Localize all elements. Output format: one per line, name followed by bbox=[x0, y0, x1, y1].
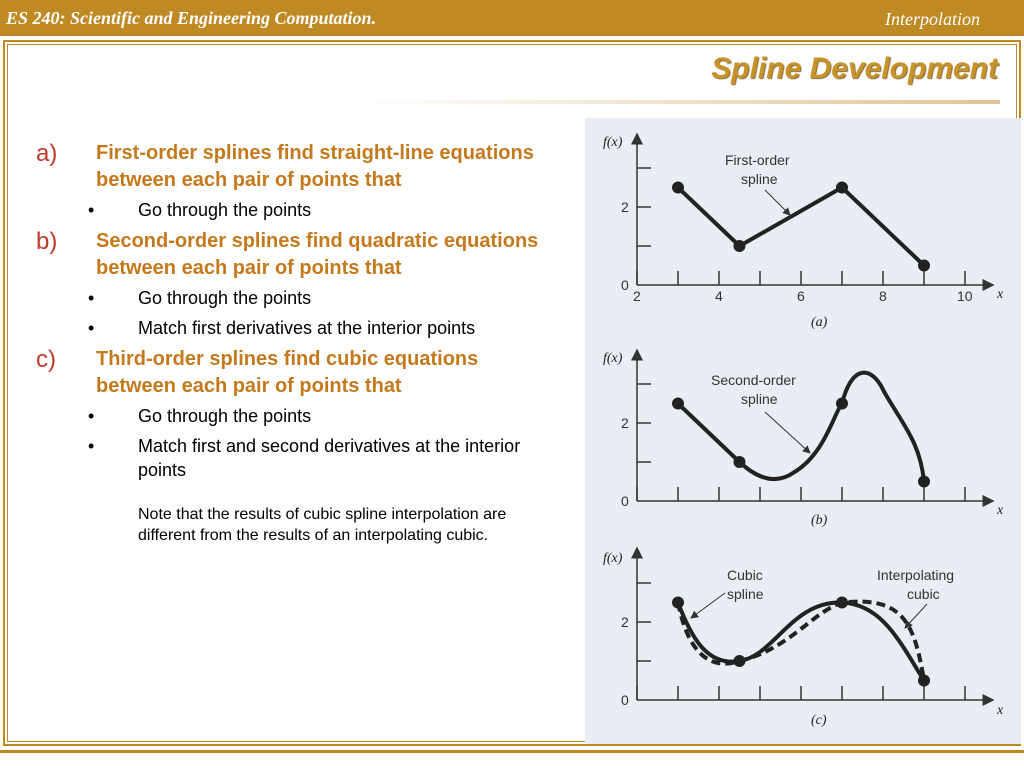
panel-a-y-tick-0: 0 bbox=[621, 277, 629, 293]
data-point-4 bbox=[918, 675, 930, 687]
panel-b-y-tick-0: 0 bbox=[621, 493, 629, 509]
x-tick-label-6: 6 bbox=[797, 288, 805, 304]
panel-c bbox=[603, 548, 1004, 728]
panel-a-y-ticks bbox=[637, 168, 651, 246]
panel-b-x-label: x bbox=[997, 503, 1004, 518]
panel-c-annotation-interp-line2: cubic bbox=[907, 586, 940, 602]
item-text: Second-order splines find quadratic equations between each pair of points that bbox=[96, 230, 539, 279]
topic-title: Interpolation bbox=[885, 9, 980, 29]
panel-b-second-order-spline bbox=[678, 373, 924, 482]
data-point-1 bbox=[672, 398, 684, 410]
data-point-3 bbox=[836, 182, 848, 194]
item-text: Third-order splines find cubic equations between each pair of points that bbox=[96, 348, 479, 397]
data-point-2 bbox=[734, 456, 746, 468]
bullet-text: Go through the points bbox=[138, 406, 312, 426]
bullet-dot: • bbox=[88, 288, 95, 308]
bottom-rule bbox=[0, 750, 1024, 753]
bullet-dot: • bbox=[88, 436, 95, 456]
panel-a-first-order-spline bbox=[678, 188, 924, 266]
panel-a-annotation-line1: First-order bbox=[725, 152, 790, 168]
data-point-1 bbox=[672, 182, 684, 194]
list-item-a bbox=[36, 140, 556, 222]
bullet-text: Go through the points bbox=[138, 288, 312, 308]
panel-c-caption: (c) bbox=[811, 713, 827, 728]
bullet-text: Go through the points bbox=[138, 200, 312, 220]
panel-b-y-tick-2: 2 bbox=[621, 415, 629, 431]
bullet-list bbox=[36, 198, 556, 222]
panel-c-y-tick-0: 0 bbox=[621, 692, 629, 708]
panel-c-y-tick-2: 2 bbox=[621, 614, 629, 630]
data-point-4 bbox=[918, 476, 930, 488]
x-tick-label-8: 8 bbox=[879, 288, 887, 304]
panel-c-x-ticks bbox=[637, 686, 965, 700]
panel-a-x-label: x bbox=[997, 287, 1004, 302]
panel-c-annotation-cubic-line2: spline bbox=[727, 586, 764, 602]
bullet-text: Match first and second derivatives at the interior points bbox=[138, 436, 521, 480]
spline-figure bbox=[585, 118, 1021, 744]
panel-b bbox=[603, 350, 1004, 528]
panel-a-x-ticks bbox=[637, 271, 965, 285]
panel-b-annotation-arrow bbox=[765, 412, 810, 453]
list-item-b bbox=[36, 228, 556, 340]
bullet-item bbox=[36, 404, 556, 428]
data-point-1 bbox=[672, 597, 684, 609]
bullet-list bbox=[36, 404, 556, 482]
item-letter: c) bbox=[36, 346, 56, 373]
data-point-3 bbox=[836, 597, 848, 609]
panel-a-y-label: f(x) bbox=[603, 135, 623, 150]
item-letter: a) bbox=[36, 140, 58, 167]
bullet-item bbox=[36, 198, 556, 222]
data-point-4 bbox=[918, 260, 930, 272]
panel-a-annotation-line2: spline bbox=[741, 171, 778, 187]
bullet-item bbox=[36, 286, 556, 310]
panel-b-x-ticks bbox=[637, 487, 965, 501]
item-letter: b) bbox=[36, 228, 58, 255]
panel-b-annotation-line1: Second-order bbox=[711, 372, 796, 388]
x-tick-label-2: 2 bbox=[633, 288, 641, 304]
item-text: First-order splines find straight-line equations between each pair of points that bbox=[96, 142, 534, 191]
panel-c-annotation-cubic-arrow bbox=[691, 593, 725, 618]
panel-a-points bbox=[672, 182, 930, 272]
header-bar bbox=[0, 0, 1024, 36]
bullet-item bbox=[36, 316, 556, 340]
data-point-2 bbox=[734, 655, 746, 667]
panel-b-points bbox=[672, 398, 930, 488]
data-point-2 bbox=[734, 240, 746, 252]
note-text: Note that the results of cubic spline interpolation are different from the results of an interpolating cubic. bbox=[138, 506, 507, 544]
panel-c-y-label: f(x) bbox=[603, 551, 623, 566]
course-title: ES 240: Scientific and Engineering Computation. bbox=[6, 8, 377, 28]
panel-c-annotation-interp-line1: Interpolating bbox=[877, 567, 955, 583]
bullet-dot: • bbox=[88, 200, 95, 220]
x-tick-label-10: 10 bbox=[957, 288, 973, 304]
panel-c-annotation-cubic-line1: Cubic bbox=[727, 567, 763, 583]
panel-a bbox=[603, 134, 1004, 330]
data-point-3 bbox=[836, 398, 848, 410]
panel-a-y-tick-2: 2 bbox=[621, 199, 629, 215]
bullet-dot: • bbox=[88, 406, 95, 426]
bullet-dot: • bbox=[88, 318, 95, 338]
title-underline bbox=[360, 100, 1000, 104]
panel-a-caption: (a) bbox=[811, 315, 828, 330]
bullet-item bbox=[36, 434, 556, 482]
panel-b-y-ticks bbox=[637, 384, 651, 462]
x-tick-label-4: 4 bbox=[715, 288, 723, 304]
panel-c-cubic-spline bbox=[678, 602, 924, 680]
spline-figure-panel bbox=[585, 118, 1021, 744]
panel-b-y-label: f(x) bbox=[603, 351, 623, 366]
panel-b-annotation-line2: spline bbox=[741, 391, 778, 407]
panel-a-x-tick-labels bbox=[633, 288, 973, 304]
content-list bbox=[36, 140, 556, 546]
slide-title: Spline Development bbox=[711, 52, 998, 85]
panel-c-annotation-interp-arrow bbox=[905, 604, 927, 628]
panel-c-x-label: x bbox=[997, 703, 1004, 718]
panel-c-y-ticks bbox=[637, 583, 651, 661]
bullet-list bbox=[36, 286, 556, 340]
panel-a-annotation-arrow bbox=[765, 190, 790, 215]
bullet-text: Match first derivatives at the interior points bbox=[138, 318, 476, 338]
panel-b-caption: (b) bbox=[811, 513, 828, 528]
list-item-c bbox=[36, 346, 556, 546]
